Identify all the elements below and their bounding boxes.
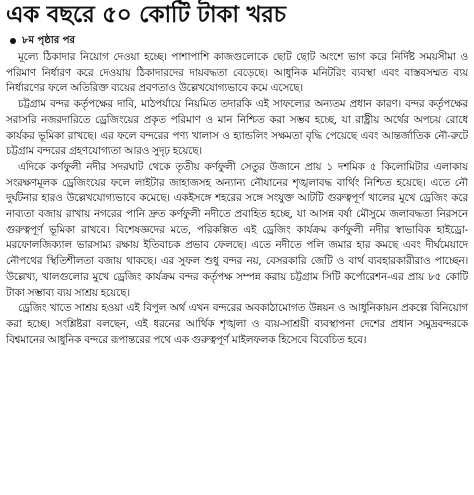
paragraph-3: এদিকে কর্ণফুলী নদীর সদরঘাট থেকে তৃতীয় কর্ণফুলী সেতুর উজানে প্রায় ১ দশমিক ৫ কিলোমিটার এলাকায় সংরক্ষণমূলক ড্রেজিংয়ের ফলে লাইটার জাহাজসহ অন্যান্য নৌযানের শৃঙ্খলাবদ্ধ বার্থিং নিশ্চিত হয়েছে। এতে নৌ দুর্ঘটনার হারও উল্লেখযোগ্যভাবে কমেছে। একইসঙ্গে শহরের সঙ্গে সংযুক্ত আটটি গুরুত্বপূর্ণ খালের মুখে ড্রেজিং করে নাব্যতা বজায় রাখায় নগরের পানি দ্রুত কর্ণফুলী নদীতে প্রবাহিত হচ্ছে, যা আসন্ন বর্ষা মৌসুমে জলাবদ্ধতা নিরসনে গুরুত্বপূর্ণ ভূমিকা রাখবে। বিশেষজ্ঞদের মতে, পরিকল্পিত এই ড্রেজিং কার্যক্রম কর্ণফুলী নদীর স্বাভাবিক হাইড্রো-মরফোলজিক্যাল ভারসাম্য রক্ষায় ইতিবাচক প্রভাব ফেলছে। এতে নদীতে পলি জমার হার কমছে এবং দীর্ঘমেয়াদে নৌপথের স্থিতিশীলতা বজায় থাকছে। এর সুফল শুধু বন্দর নয়, বেসরকারি জেটি ও বার্থ ব্যবহারকারীরাও পাচ্ছেন। উল্লেখ্য, খালগুলোর মুখে ড্রেজিং কার্যক্রম বন্দর কর্তৃপক্ষ সম্পন্ন করায় চট্টগ্রাম সিটি কর্পোরেশন-এর প্রায় ৮৫ কোটি টাকা সম্ভাব্য ব্যয় সাশ্রয় হয়েছে।	[6, 160, 468, 299]
bullet-icon	[10, 38, 16, 44]
paragraph-2: চট্টগ্রাম বন্দর কর্তৃপক্ষের দাবি, মাঠপর্যায়ে নিয়মিত তদারকি এই সাফল্যের অন্যতম প্রধান কারণ। বন্দর কর্তৃপক্ষের সরাসরি নজরদারিতে ড্রেজিংয়ের প্রকৃত পরিমাণ ও মান নিশ্চিত করা সম্ভব হচ্ছে, যা রাষ্ট্রীয় অর্থের অপচয় রোধে কার্যকর ভূমিকা রাখছে। এর ফলে বন্দরের পণ্য খালাস ও হ্যান্ডলিং সক্ষমতা বৃদ্ধি পেয়েছে এবং আন্তর্জাতিক নৌ-রুটে চট্টগ্রাম বন্দরের গ্রহণযোগ্যতা আরও সুদৃঢ় হয়েছে।	[6, 98, 468, 158]
continued-from-line	[10, 33, 468, 48]
continued-from-label: ৮ম পৃষ্ঠার পর	[22, 35, 75, 46]
headline: এক বছরে ৫০ কোটি টাকা খরচ	[6, 2, 286, 28]
paragraph-4: ড্রেজিং খাতে সাশ্রয় হওয়া এই বিপুল অর্থ এখন বন্দরের অবকাঠামোগত উন্নয়ন ও আধুনিকায়ন প্রকল্পে বিনিয়োগ করা হচ্ছে। সংশ্লিষ্টরা বলছেন, এই ধরনের আর্থিক শৃঙ্খলা ও ব্যয়-সাশ্রয়ী ব্যবস্থাপনা দেশের প্রধান সমুদ্রবন্দরকে বিশ্বমানের আধুনিক বন্দরে রূপান্তরের পথে এক গুরুত্বপূর্ণ মাইলফলক হিসেবে বিবেচিত হবে।	[6, 302, 468, 346]
article-body	[6, 50, 468, 348]
paragraph-1: মূল্যে ঠিকাদার নিয়োগ দেওয়া হচ্ছে। পাশাপাশি কাজগুলোকে ছোট ছোট অংশে ভাগ করে নির্দিষ্ট সময়সীমা ও পরিমাণ নির্ধারণ করে দেওয়ায় ঠিকাদারদের দায়বদ্ধতা বেড়েছে। আধুনিক মনিটরিং ব্যবস্থা এবং বাস্তবসম্মত ব্যয় নির্ধারণের ফলে অতিরিক্ত ব্যয়ের প্রবণতাও উল্লেখযোগ্যভাবে কমে এসেছে।	[6, 51, 468, 95]
